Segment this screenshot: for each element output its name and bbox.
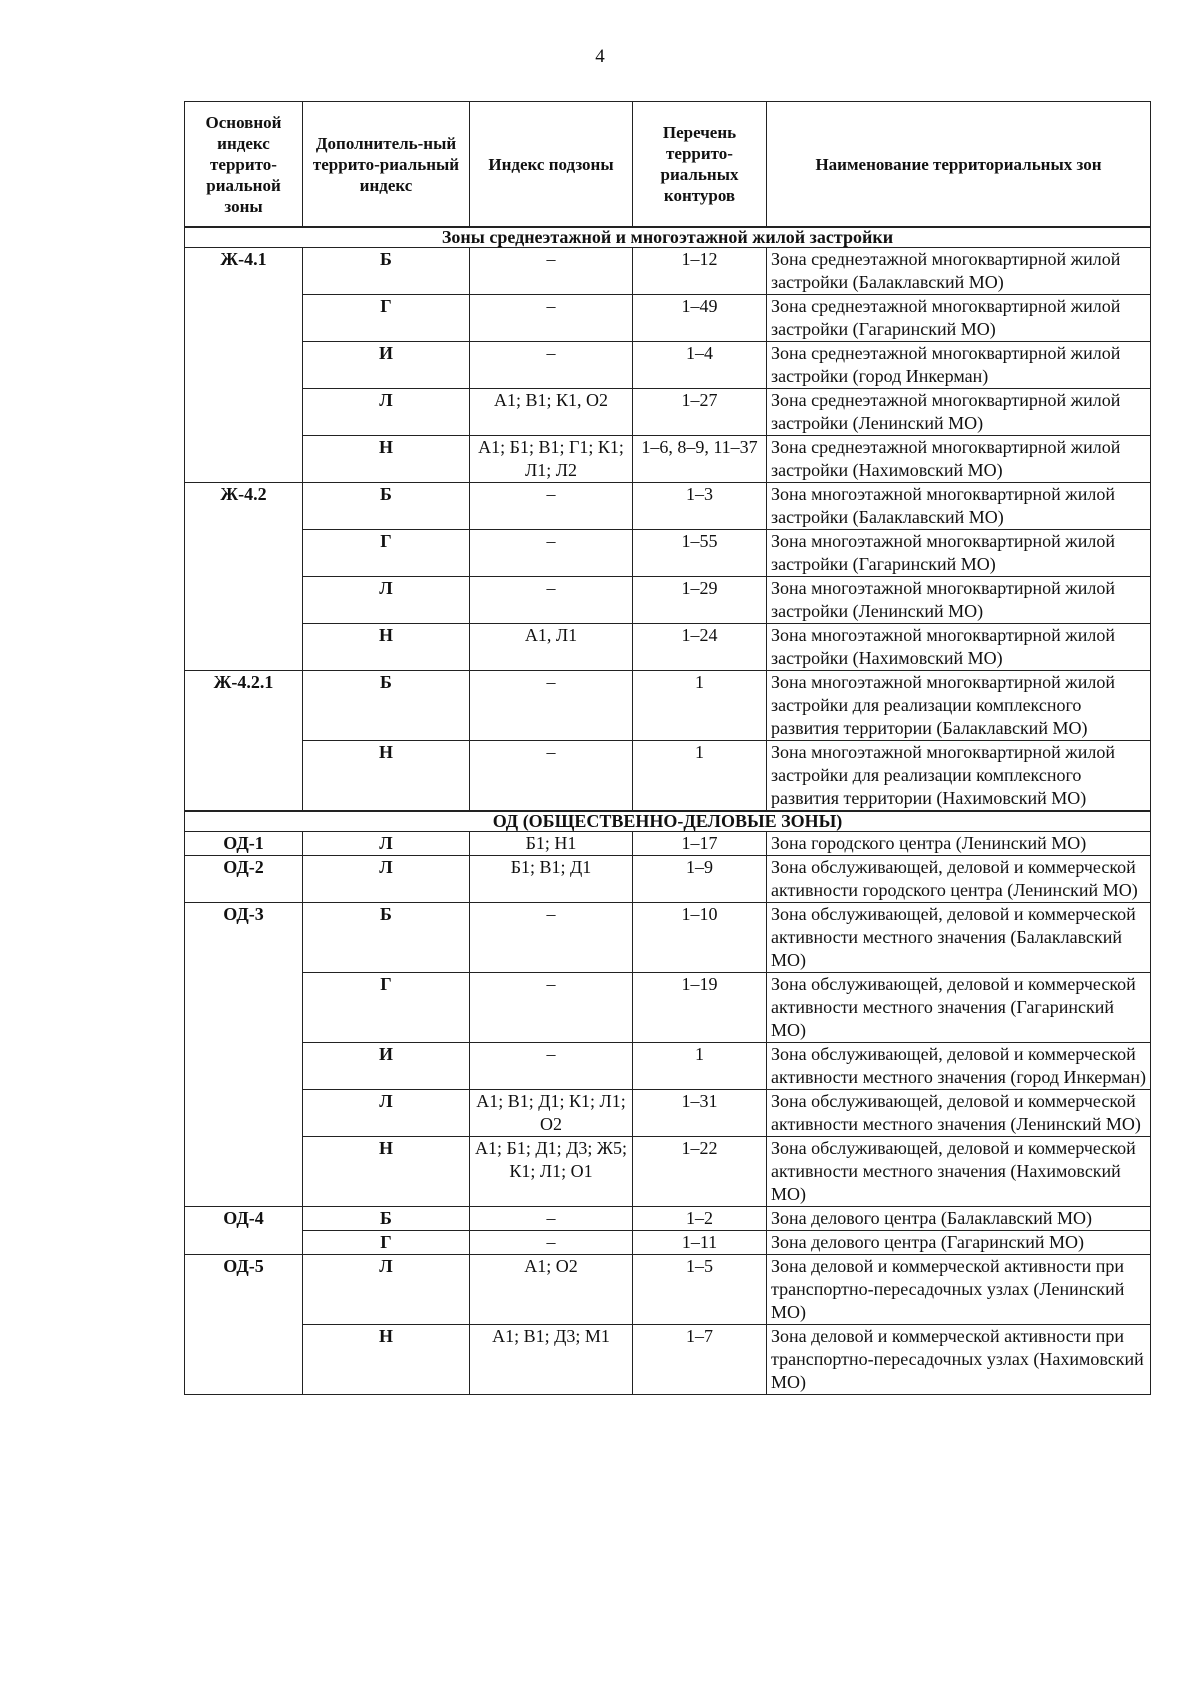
additional-index-cell: Г [303, 530, 470, 577]
table-row [185, 1137, 1151, 1207]
table-row [185, 483, 1151, 530]
subzone-index-cell: – [470, 1207, 633, 1231]
zone-name-cell: Зона деловой и коммерческой активности при транспортно-пересадочных узлах (Ленинский МО) [767, 1255, 1151, 1325]
contours-cell: 1–12 [633, 248, 767, 295]
header-main-index: Основной индекс террито-риальной зоны [185, 102, 303, 228]
table-row [185, 1325, 1151, 1395]
additional-index-cell: Л [303, 1255, 470, 1325]
main-index-cell: Ж-4.2.1 [185, 671, 303, 812]
zone-name-cell: Зона обслуживающей, деловой и коммерческой активности местного значения (Нахимовский МО) [767, 1137, 1151, 1207]
table-header [185, 102, 1151, 228]
additional-index-cell: Л [303, 577, 470, 624]
subzone-index-cell: А1; В1; Д1; К1; Л1; О2 [470, 1090, 633, 1137]
main-index-cell: ОД-2 [185, 856, 303, 903]
table-row [185, 389, 1151, 436]
contours-cell: 1–2 [633, 1207, 767, 1231]
table-row [185, 577, 1151, 624]
main-index-cell: Ж-4.1 [185, 248, 303, 483]
table-row [185, 436, 1151, 483]
additional-index-cell: Б [303, 1207, 470, 1231]
contours-cell: 1–55 [633, 530, 767, 577]
page-number: 4 [595, 46, 605, 67]
additional-index-cell: Л [303, 1090, 470, 1137]
subzone-index-cell: А1; О2 [470, 1255, 633, 1325]
additional-index-cell: Н [303, 436, 470, 483]
section-row [185, 811, 1151, 832]
header-zone-name: Наименование территориальных зон [767, 102, 1151, 228]
zone-name-cell: Зона многоэтажной многоквартирной жилой застройки для реализации комплексного развития территории (Балаклавский МО) [767, 671, 1151, 741]
zone-name-cell: Зона деловой и коммерческой активности при транспортно-пересадочных узлах (Нахимовский МО) [767, 1325, 1151, 1395]
zone-name-cell: Зона многоэтажной многоквартирной жилой застройки (Балаклавский МО) [767, 483, 1151, 530]
contours-cell: 1–29 [633, 577, 767, 624]
table-row [185, 741, 1151, 812]
zone-name-cell: Зона многоэтажной многоквартирной жилой застройки для реализации комплексного развития территории (Нахимовский МО) [767, 741, 1151, 812]
table-row [185, 1231, 1151, 1255]
additional-index-cell: Б [303, 903, 470, 973]
additional-index-cell: Г [303, 973, 470, 1043]
contours-cell: 1–10 [633, 903, 767, 973]
additional-index-cell: И [303, 1043, 470, 1090]
zone-name-cell: Зона среднеэтажной многоквартирной жилой застройки (Гагаринский МО) [767, 295, 1151, 342]
additional-index-cell: Б [303, 483, 470, 530]
additional-index-cell: Н [303, 1325, 470, 1395]
subzone-index-cell: – [470, 577, 633, 624]
header-subzone-index: Индекс подзоны [470, 102, 633, 228]
subzone-index-cell: – [470, 483, 633, 530]
subzone-index-cell: – [470, 973, 633, 1043]
main-index-cell: ОД-5 [185, 1255, 303, 1395]
subzone-index-cell: – [470, 741, 633, 812]
additional-index-cell: Л [303, 832, 470, 856]
contours-cell: 1–7 [633, 1325, 767, 1395]
table-row [185, 624, 1151, 671]
zone-name-cell: Зона обслуживающей, деловой и коммерческой активности городского центра (Ленинский МО) [767, 856, 1151, 903]
contours-cell: 1–6, 8–9, 11–37 [633, 436, 767, 483]
zone-name-cell: Зона городского центра (Ленинский МО) [767, 832, 1151, 856]
contours-cell: 1–3 [633, 483, 767, 530]
subzone-index-cell: – [470, 1043, 633, 1090]
subzone-index-cell: – [470, 248, 633, 295]
zone-name-cell: Зона обслуживающей, деловой и коммерческой активности местного значения (Балаклавский МО) [767, 903, 1151, 973]
contours-cell: 1–49 [633, 295, 767, 342]
table-row [185, 530, 1151, 577]
contours-cell: 1–5 [633, 1255, 767, 1325]
table-row [185, 973, 1151, 1043]
zone-name-cell: Зона многоэтажной многоквартирной жилой застройки (Ленинский МО) [767, 577, 1151, 624]
additional-index-cell: Л [303, 389, 470, 436]
additional-index-cell: Л [303, 856, 470, 903]
additional-index-cell: Н [303, 624, 470, 671]
zone-name-cell: Зона обслуживающей, деловой и коммерческой активности местного значения (город Инкерман) [767, 1043, 1151, 1090]
additional-index-cell: Г [303, 295, 470, 342]
additional-index-cell: И [303, 342, 470, 389]
contours-cell: 1 [633, 671, 767, 741]
contours-cell: 1–9 [633, 856, 767, 903]
table-row [185, 1043, 1151, 1090]
table-row [185, 248, 1151, 295]
table-row [185, 1207, 1151, 1231]
subzone-index-cell: А1; В1; Д3; М1 [470, 1325, 633, 1395]
subzone-index-cell: – [470, 903, 633, 973]
zone-name-cell: Зона среднеэтажной многоквартирной жилой застройки (Балаклавский МО) [767, 248, 1151, 295]
table-row [185, 295, 1151, 342]
main-index-cell: Ж-4.2 [185, 483, 303, 671]
section-title: Зоны среднеэтажной и многоэтажной жилой застройки [185, 227, 1151, 248]
zone-name-cell: Зона среднеэтажной многоквартирной жилой застройки (город Инкерман) [767, 342, 1151, 389]
contours-cell: 1 [633, 741, 767, 812]
zone-name-cell: Зона многоэтажной многоквартирной жилой застройки (Нахимовский МО) [767, 624, 1151, 671]
section-title: ОД (ОБЩЕСТВЕННО-ДЕЛОВЫЕ ЗОНЫ) [185, 811, 1151, 832]
contours-cell: 1–27 [633, 389, 767, 436]
additional-index-cell: Н [303, 741, 470, 812]
additional-index-cell: Б [303, 671, 470, 741]
zone-name-cell: Зона обслуживающей, деловой и коммерческой активности местного значения (Гагаринский МО) [767, 973, 1151, 1043]
header-contours: Перечень террито-риальных контуров [633, 102, 767, 228]
zone-name-cell: Зона обслуживающей, деловой и коммерческой активности местного значения (Ленинский МО) [767, 1090, 1151, 1137]
main-index-cell: ОД-1 [185, 832, 303, 856]
section-row [185, 227, 1151, 248]
table-row [185, 832, 1151, 856]
contours-cell: 1–19 [633, 973, 767, 1043]
zone-name-cell: Зона среднеэтажной многоквартирной жилой застройки (Нахимовский МО) [767, 436, 1151, 483]
contours-cell: 1–4 [633, 342, 767, 389]
table-row [185, 856, 1151, 903]
zone-name-cell: Зона среднеэтажной многоквартирной жилой застройки (Ленинский МО) [767, 389, 1151, 436]
contours-cell: 1–22 [633, 1137, 767, 1207]
table-row [185, 1255, 1151, 1325]
subzone-index-cell: – [470, 671, 633, 741]
main-index-cell: ОД-3 [185, 903, 303, 1207]
zone-name-cell: Зона делового центра (Гагаринский МО) [767, 1231, 1151, 1255]
additional-index-cell: Г [303, 1231, 470, 1255]
subzone-index-cell: Б1; Н1 [470, 832, 633, 856]
table-row [185, 903, 1151, 973]
subzone-index-cell: – [470, 295, 633, 342]
subzone-index-cell: – [470, 1231, 633, 1255]
contours-cell: 1–17 [633, 832, 767, 856]
subzone-index-cell: А1; Б1; Д1; Д3; Ж5; К1; Л1; О1 [470, 1137, 633, 1207]
subzone-index-cell: Б1; В1; Д1 [470, 856, 633, 903]
subzone-index-cell: А1; В1; К1, О2 [470, 389, 633, 436]
zones-table [184, 101, 1151, 1395]
contours-cell: 1–24 [633, 624, 767, 671]
header-additional-index: Дополнитель-ный террито-риальный индекс [303, 102, 470, 228]
table-row [185, 671, 1151, 741]
subzone-index-cell: – [470, 530, 633, 577]
additional-index-cell: Н [303, 1137, 470, 1207]
subzone-index-cell: А1, Л1 [470, 624, 633, 671]
contours-cell: 1 [633, 1043, 767, 1090]
additional-index-cell: Б [303, 248, 470, 295]
zone-name-cell: Зона делового центра (Балаклавский МО) [767, 1207, 1151, 1231]
subzone-index-cell: – [470, 342, 633, 389]
table-row [185, 1090, 1151, 1137]
contours-cell: 1–31 [633, 1090, 767, 1137]
contours-cell: 1–11 [633, 1231, 767, 1255]
table-body [185, 227, 1151, 1395]
main-index-cell: ОД-4 [185, 1207, 303, 1255]
table-row [185, 342, 1151, 389]
zone-name-cell: Зона многоэтажной многоквартирной жилой застройки (Гагаринский МО) [767, 530, 1151, 577]
subzone-index-cell: А1; Б1; В1; Г1; К1; Л1; Л2 [470, 436, 633, 483]
